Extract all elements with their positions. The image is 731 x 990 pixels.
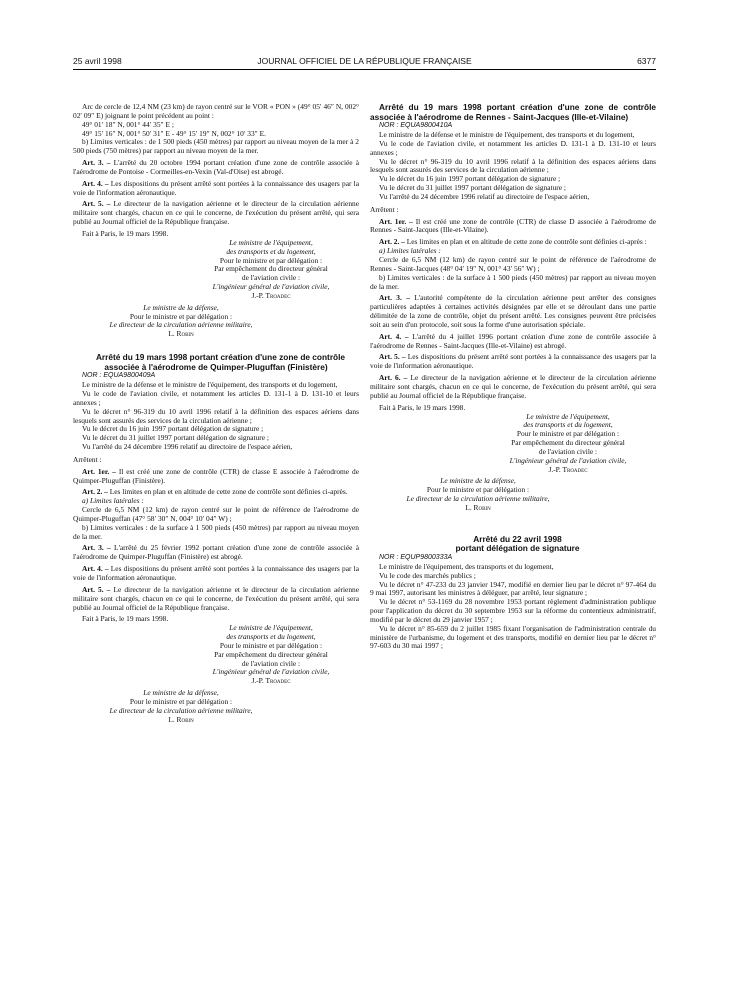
signatory-name: J.-P. Troadec <box>251 290 291 300</box>
coordinate-line: 49° 15′ 16″ N, 001° 50′ 31″ E - 49° 15′ 19″ N, 002° 10′ 33″ E. <box>82 128 266 138</box>
article-text: Les dispositions du présent arrêté sont portées à la connaissance des usagers par la voie de l'information aéronautique. <box>73 178 359 197</box>
page-header <box>73 56 656 68</box>
preamble-paragraph: Le ministre de la défense et le ministre de l'équipement, des transports et du logement, <box>82 380 338 390</box>
signature-line: des transports et du logement, <box>226 632 316 642</box>
article-text: L'autorité compétente de la circulation aérienne peut arrêter des consignes particulières adaptées à certaines activités désignées par elle et se déroulant dans une partie délimitée de la zone de contrôle, objet du présent arrêté. Les consignes peuvent être précisées soit au sein d'un protocole, soit sous la forme d'une autorisation spéciale. <box>370 293 656 329</box>
preamble-paragraph: Le ministre de l'équipement, des transports et du logement, <box>379 561 554 571</box>
article-3 <box>73 544 359 562</box>
signature-block-defense <box>370 477 586 512</box>
article-subheading: a) Limites latérales : <box>379 246 441 256</box>
article-text: Le directeur de la navigation aérienne et le directeur de la circulation aérienne militaire sont chargés, chacun en ce qui le concerne, de l'exécution du présent arrêté, qui sera publié au Journal officiel de la République française. <box>73 584 359 612</box>
article-5 <box>73 586 359 613</box>
visa-paragraph: Vu l'arrêté du 24 décembre 1996 relatif au directoire de l'espace aérien, <box>82 442 293 452</box>
signature-line: Pour le ministre et par délégation : <box>426 485 530 495</box>
signature-block-defense <box>73 304 289 339</box>
signature-line: L'ingénieur général de l'aviation civile, <box>509 455 627 465</box>
signature-line: Pour le ministre et par délégation : <box>129 696 233 706</box>
signature-line: Le directeur de la circulation aérienne militaire, <box>109 705 253 715</box>
signature-line: Pour le ministre et par délégation : <box>129 311 233 321</box>
visa-paragraph: Vu le décret du 31 juillet 1997 portant délégation de signature ; <box>82 433 269 443</box>
visa-paragraph: Vu le décret du 31 juillet 1997 portant délégation de signature ; <box>379 183 566 193</box>
article-4 <box>73 565 359 583</box>
signature-date: Fait à Paris, le 19 mars 1998. <box>82 614 169 624</box>
right-column <box>370 103 656 651</box>
article-6 <box>370 374 656 401</box>
article-subheading: a) Limites latérales : <box>82 496 144 506</box>
signature-date: Fait à Paris, le 19 mars 1998. <box>379 402 466 412</box>
article-text: Cercle de 6,5 NM (12 km) de rayon centré sur le point de référence de l'aérodrome de Quimper-Pluguffan (47° 58′ 30″ N, 004° 10′ 04″ W) ; <box>73 505 359 523</box>
article-text: Les limites en plan et en altitude de cette zone de contrôle sont définies ci-après. <box>107 487 348 497</box>
signatory-name: J.-P. Troadec <box>251 676 291 686</box>
signature-block-equipement <box>183 624 359 686</box>
signature-line: de l'aviation civile : <box>241 658 301 668</box>
decree-title-rennes: Arrêté du 19 mars 1998 portant création d'une zone de contrôle associée à l'aérodrome de Rennes - Saint-Jacques (Ille-et-Vilaine) <box>370 102 656 122</box>
arretent-heading: Arrêtent : <box>370 204 399 214</box>
article-text: Il est créé une zone de contrôle (CTR) de classe E associée à l'aérodrome de Quimper-Pluguffan (Finistère). <box>73 466 359 485</box>
signatory-name: L. Robin <box>465 502 491 512</box>
article-label: Art. 3. – <box>379 293 410 303</box>
article-text: Il est créé une zone de contrôle (CTR) de classe D associée à l'aérodrome de Rennes - Saint-Jacques (Ille-et-Vilaine). <box>370 216 656 235</box>
article-label: Art. 5. – <box>82 199 111 209</box>
signatory-name: J.-P. Troadec <box>548 464 588 474</box>
visa-paragraph: Vu le code des marchés publics ; <box>379 570 476 580</box>
signatory-name: L. Robin <box>168 329 194 339</box>
signature-line: des transports et du logement, <box>523 420 613 430</box>
signature-line: Pour le ministre et par délégation : <box>219 640 323 650</box>
signature-line: Le directeur de la circulation aérienne militaire, <box>109 320 253 330</box>
preamble-paragraph: Le ministre de la défense et le ministre de l'équipement, des transports et du logement, <box>379 130 635 140</box>
article-3 <box>73 159 359 177</box>
visa-paragraph: Vu le code de l'aviation civile, et notamment les articles D. 131-1 à D. 131-10 et leurs annexes ; <box>73 388 359 407</box>
vertical-limits-paragraph: b) Limites verticales : de 1 500 pieds (450 mètres) par rapport au niveau moyen de la mer à 2 500 pieds (750 mètres) par rapport au niveau moyen de la mer. <box>73 137 359 156</box>
header-page-number: 6377 <box>637 56 656 66</box>
article-text: Cercle de 6,5 NM (12 km) de rayon centré sur le point de référence de l'aérodrome de Rennes - Saint-Jacques (48° 04′ 19″ N, 001° 43′ 56″ W) ; <box>370 255 656 273</box>
signature-line: des transports et du logement, <box>226 246 316 256</box>
article-label: Art. 3. – <box>82 543 111 553</box>
signature-line: Le ministre de l'équipement, <box>229 623 313 633</box>
visa-paragraph: Vu le décret du 16 juin 1997 portant délégation de signature ; <box>379 174 561 184</box>
article-4 <box>370 333 656 351</box>
article-text: Les dispositions du présent arrêté sont portées à la connaissance des usagers par la voie de l'information aéronautique. <box>73 564 359 582</box>
signature-line: Le ministre de l'équipement, <box>526 411 610 421</box>
decree-subtitle-delegation: portant délégation de signature <box>455 543 580 554</box>
signature-line: Le directeur de la circulation aérienne militaire, <box>406 494 550 504</box>
signature-line: Pour le ministre et par délégation : <box>219 255 323 265</box>
article-1 <box>370 218 656 236</box>
signature-line: Par empêchement du directeur général <box>214 649 328 659</box>
article-5 <box>73 200 359 227</box>
visa-paragraph: Vu le décret n° 53-1169 du 28 novembre 1953 portant règlement d'administration publique pour l'application du décret du 30 septembre 1953 sur la réforme du contentieux administratif, modifié par le décret du 29 janvier 1957 ; <box>370 597 656 624</box>
article-label: Art. 5. – <box>379 352 406 362</box>
article-text: b) Limites verticales : de la surface à 1 500 pieds (450 mètres) par rapport au niveau moyen de la mer. <box>73 522 359 541</box>
article-label: Art. 4. – <box>379 331 409 341</box>
article-text: Le directeur de la navigation aérienne et le directeur de la circulation aérienne militaire sont chargés, chacun en ce qui le concerne, de l'exécution du présent arrêté, qui sera publié au Journal officiel de la République française. <box>370 373 656 400</box>
coordinate-line: 49° 01′ 18″ N, 001° 44′ 35″ E ; <box>82 119 174 129</box>
article-label: Art. 6. – <box>379 373 408 383</box>
article-label: Art. 1er. – <box>379 216 413 226</box>
signature-line: Le ministre de la défense, <box>143 302 219 312</box>
article-label: Art. 4. – <box>82 564 109 574</box>
article-label: Art. 1er. – <box>82 466 116 476</box>
decree-title-quimper: Arrêté du 19 mars 1998 portant création d'une zone de contrôle associée à l'aérodrome de Quimper-Pluguffan (Finistère) <box>95 352 346 372</box>
signature-block-equipement <box>183 239 359 301</box>
visa-paragraph: Vu l'arrêté du 24 décembre 1996 relatif au directoire de l'espace aérien, <box>379 191 590 201</box>
signature-line: Le ministre de la défense, <box>143 688 219 698</box>
article-4 <box>73 180 359 198</box>
signature-block-equipement <box>480 413 656 475</box>
arretent-heading: Arrêtent : <box>73 454 102 464</box>
visa-paragraph: Vu le décret n° 96-319 du 10 avril 1996 relatif à la définition des espaces aériens dans lesquels sont assurés des services de la circulation aérienne ; <box>370 156 656 175</box>
decree-title-delegation: Arrêté du 22 avril 1998 <box>473 533 562 544</box>
signature-line: de l'aviation civile : <box>241 273 301 283</box>
signature-line: Le ministre de la défense, <box>440 476 516 486</box>
visa-paragraph: Vu le décret n° 47-233 du 23 janvier 1947, modifié en dernier lieu par le décret n° 97-464 du 9 mai 1997, autorisant les ministres à déléguer, par arrêté, leur signature ; <box>370 579 656 598</box>
signature-line: L'ingénieur général de l'aviation civile, <box>212 667 330 677</box>
article-text: Les dispositions du présent arrêté sont portées à la connaissance des usagers par la voie de l'information aéronautique. <box>370 352 656 371</box>
article-text: b) Limites verticales : de la surface à 1 500 pieds (450 mètres) par rapport au niveau moyen de la mer. <box>370 272 656 291</box>
article-5 <box>370 353 656 371</box>
header-date: 25 avril 1998 <box>73 56 122 66</box>
visa-paragraph: Vu le décret n° 96-319 du 10 avril 1996 relatif à la définition des espaces aériens dans lesquels sont assurés des services de la circulation aérienne ; <box>73 406 359 425</box>
signature-line: Le ministre de l'équipement, <box>229 237 313 247</box>
article-3 <box>370 294 656 329</box>
article-text: Le directeur de la navigation aérienne et le directeur de la circulation aérienne militaire sont chargés, chacun en ce qui le concerne, de l'exécution du présent arrêté, qui sera publié au Journal officiel de la République française. <box>73 199 359 227</box>
nor-reference: NOR : EQUP9800333A <box>379 553 453 561</box>
header-journal-title: JOURNAL OFFICIEL DE LA RÉPUBLIQUE FRANÇAISE <box>257 56 472 66</box>
visa-paragraph: Vu le décret n° 85-659 du 2 juillet 1985 fixant l'organisation de l'administration centrale du ministère de l'urbanisme, du logement et des transports, modifié en dernier lieu par le décret n° 97-603 du 30 mai 1997 ; <box>370 623 656 651</box>
article-label: Art. 5. – <box>82 584 111 594</box>
signature-line: Pour le ministre et par délégation : <box>516 429 620 439</box>
left-column <box>73 103 359 725</box>
header-rule <box>73 69 656 70</box>
signature-line: Par empêchement du directeur général <box>511 438 625 448</box>
signature-line: Par empêchement du directeur général <box>214 264 328 274</box>
signature-date: Fait à Paris, le 19 mars 1998. <box>82 228 169 238</box>
article-text: L'arrêté du 25 février 1992 portant création d'une zone de contrôle associée à l'aérodrome de Quimper-Pluguffan (Finistère) est abrogé. <box>73 543 359 562</box>
continuation-paragraph: Arc de cercle de 12,4 NM (23 km) de rayon centré sur le VOR « PON » (49° 05′ 46″ N, 002° 02′ 09″ E) joignant le point précédent au point : <box>73 102 359 120</box>
article-text: L'arrêté du 4 juillet 1996 portant création d'une zone de contrôle associée à l'aérodrome de Rennes - Saint-Jacques (Ille-et-Vilaine) est abrogé. <box>370 331 656 350</box>
article-text: Les limites en plan et en altitude de cette zone de contrôle sont définies ci-après : <box>404 237 647 247</box>
signature-line: L'ingénieur général de l'aviation civile, <box>212 282 330 292</box>
article-text: L'arrêté du 20 octobre 1994 portant création d'une zone de contrôle associée à l'aérodrome de Pontoise - Cormeilles-en-Vexin (Val-d'Oise) est abrogé. <box>73 158 359 176</box>
visa-paragraph: Vu le code de l'aviation civile, et notamment les articles D. 131-1 à D. 131-10 et leurs annexes ; <box>370 138 656 157</box>
article-label: Art. 2. – <box>379 237 405 247</box>
signature-block-defense <box>73 689 289 724</box>
article-1 <box>73 468 359 486</box>
article-label: Art. 4. – <box>82 178 109 188</box>
signatory-name: L. Robin <box>168 714 194 724</box>
nor-reference: NOR : EQUA9800410A <box>379 122 453 130</box>
visa-paragraph: Vu le décret du 16 juin 1997 portant délégation de signature ; <box>82 424 264 434</box>
article-label: Art. 2. – <box>82 487 108 497</box>
article-label: Art. 3. – <box>82 158 111 168</box>
nor-reference: NOR : EQUA9800409A <box>82 372 156 380</box>
signature-line: de l'aviation civile : <box>538 446 598 456</box>
